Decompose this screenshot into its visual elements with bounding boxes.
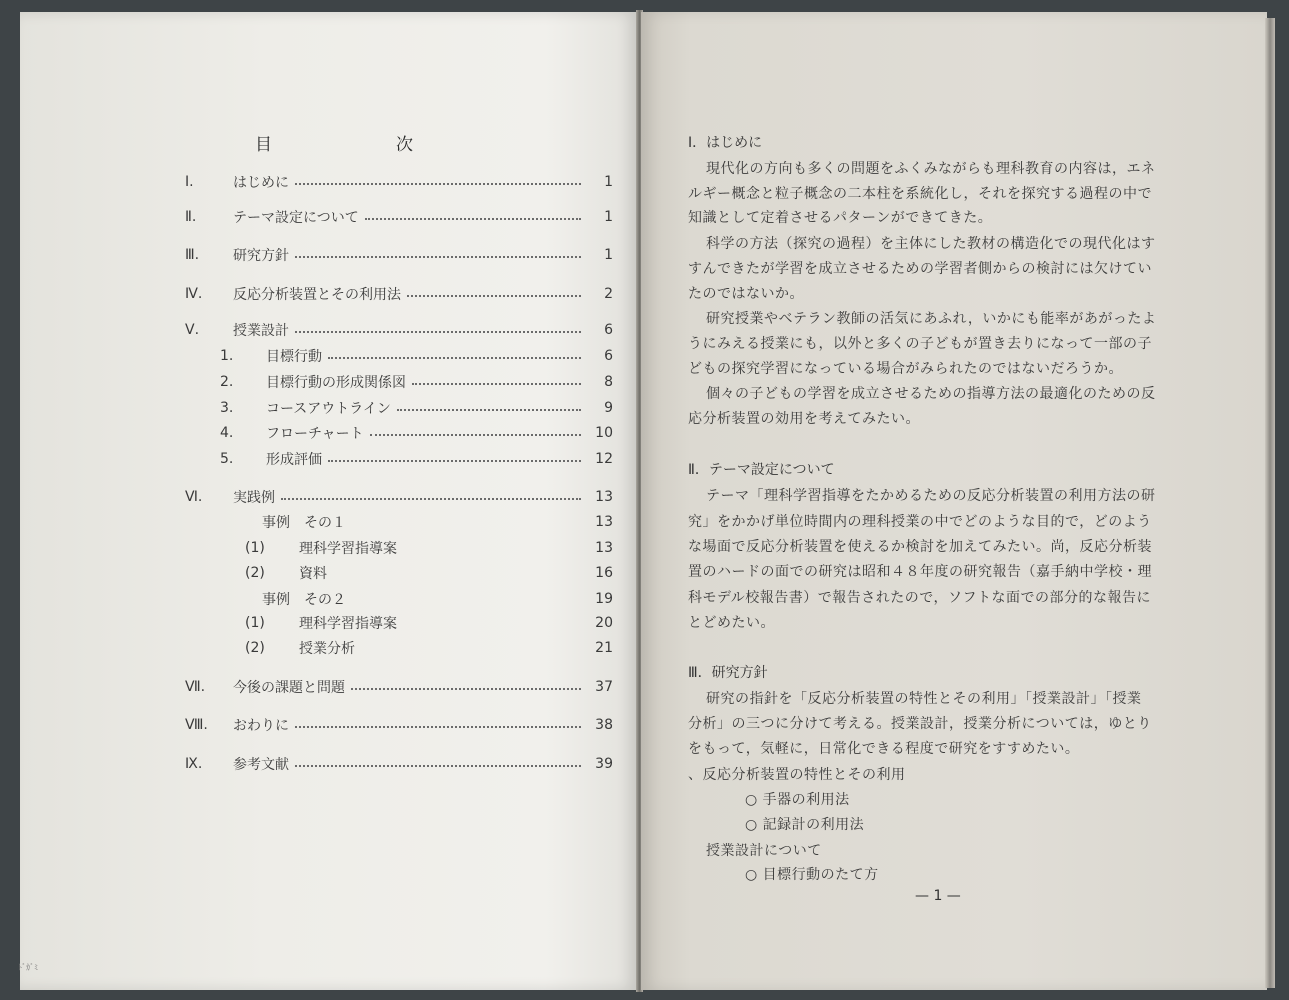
toc-entry-number: 1. <box>220 348 234 364</box>
body-line: 分析」の三つに分けて考える。授業設計，授業分析については，ゆとり <box>688 716 1152 732</box>
toc-entry-label: 参考文献 <box>233 757 289 773</box>
toc-entry-label: はじめに <box>233 175 289 191</box>
toc-entry-label: フローチャート <box>266 426 364 442</box>
body-line: をもって，気軽に，日常化できる程度で研究をすすめたい。 <box>688 741 1080 757</box>
toc-entry <box>185 284 613 304</box>
body-line: すんできたが学習を成立させるための学習者側からの検討には欠けてい <box>688 261 1152 277</box>
toc-leader <box>328 460 581 462</box>
toc-leader <box>407 295 581 297</box>
body-line: どもの探究学習になっている場合がみられたのではないだろうか。 <box>688 361 1123 377</box>
body-line: な場面で反応分析装置を使えるか検討を加えてみたい。尚，反応分析装 <box>688 539 1152 555</box>
toc-leader <box>295 331 581 333</box>
body-line: ○ 目標行動のたて方 <box>745 867 879 883</box>
toc-entry-label: 事例 その１ <box>262 515 346 531</box>
toc-entry-page: 21 <box>595 640 613 656</box>
body-line: 科モデル校報告書）で報告されたので，ソフトな面での部分的な報告に <box>688 590 1152 606</box>
toc-entry-page: 39 <box>595 756 613 772</box>
toc-entry-number: Ⅴ. <box>185 322 200 338</box>
toc-entry-page: 38 <box>595 717 613 733</box>
toc-entry-page: 12 <box>595 451 613 467</box>
toc-entry-number: 3. <box>220 400 234 416</box>
toc-entry <box>220 423 613 443</box>
toc-entry-label: おわりに <box>233 718 289 734</box>
toc-entry-page: 13 <box>595 540 613 556</box>
body-line: 研究授業やベテラン教師の活気にあふれ，いかにも能率があがったよ <box>706 311 1157 327</box>
toc-entry-page: 1 <box>604 174 613 190</box>
toc-leader <box>281 498 581 500</box>
toc-entry-number: Ⅲ. <box>185 247 200 263</box>
body-line: 研究の指針を「反応分析装置の特性とその利用」「授業設計」「授業 <box>706 691 1142 707</box>
toc-leader <box>397 409 581 411</box>
toc-entry-page: 19 <box>595 591 613 607</box>
toc-entry <box>262 589 613 609</box>
toc-entry <box>185 245 613 265</box>
toc-entry-number: Ⅷ. <box>185 717 208 733</box>
toc-entry-number: (2) <box>245 640 265 656</box>
toc-entry-page: 6 <box>604 348 613 364</box>
toc-entry-page: 16 <box>595 565 613 581</box>
toc-entry <box>185 487 613 507</box>
page-edge <box>1265 18 1275 988</box>
body-line: テーマ「理科学習指導をたかめるための反応分析装置の利用方法の研 <box>706 488 1156 504</box>
toc-entry <box>185 172 613 192</box>
section-heading: Ⅱ．テーマ設定について <box>688 462 835 478</box>
toc-entry-label: テーマ設定について <box>233 210 359 226</box>
body-line: とどめたい。 <box>688 615 775 631</box>
toc-entry-label: 形成評価 <box>266 452 322 468</box>
toc-entry <box>220 449 613 469</box>
toc-entry-label: 研究方針 <box>233 248 289 264</box>
body-line: たのではないか。 <box>688 286 804 302</box>
toc-entry-number: Ⅸ. <box>185 756 203 772</box>
toc-entry <box>220 398 613 418</box>
toc-entry-number: 2. <box>220 374 234 390</box>
body-line: 科学の方法（探究の過程）を主体にした教材の構造化での現代化はす <box>706 236 1156 252</box>
toc-entry <box>245 538 613 558</box>
toc-entry-number: Ⅵ. <box>185 489 203 505</box>
toc-entry <box>245 613 613 633</box>
toc-entry <box>185 754 613 774</box>
toc-entry-label: 理科学習指導案 <box>299 541 397 557</box>
body-line: うにみえる授業にも，以外と多くの子どもが置き去りになって一部の子 <box>688 336 1152 352</box>
toc-entry-page: 13 <box>595 514 613 530</box>
toc-entry-number: Ⅶ. <box>185 679 206 695</box>
toc-leader <box>295 256 581 258</box>
toc-leader <box>328 357 581 359</box>
body-line: 現代化の方向も多くの問題をふくみながらも理科教育の内容は，エネ <box>706 161 1156 177</box>
toc-entry-page: 2 <box>604 286 613 302</box>
toc-entry-label: 実践例 <box>233 490 275 506</box>
toc-entry-page: 9 <box>604 400 613 416</box>
body-line: 授業設計について <box>706 843 822 859</box>
toc-entry-number: Ⅰ. <box>185 174 194 190</box>
toc-title-char: 次 <box>396 135 415 155</box>
body-line: 、反応分析装置の特性とその利用 <box>688 767 906 783</box>
toc-leader <box>295 183 581 185</box>
toc-entry-label: 目標行動 <box>266 349 322 365</box>
body-line: 置のハードの面での研究は昭和４８年度の研究報告（嘉手納中学校・理 <box>688 564 1152 580</box>
section-heading: Ⅲ．研究方針 <box>688 665 768 681</box>
toc-entry-number: 5. <box>220 451 234 467</box>
toc-entry-page: 37 <box>595 679 613 695</box>
toc-entry-label: 理科学習指導案 <box>299 616 397 632</box>
toc-entry <box>262 512 613 532</box>
toc-entry-page: 1 <box>604 247 613 263</box>
body-line: ○ 手器の利用法 <box>745 792 850 808</box>
toc-entry-page: 1 <box>604 209 613 225</box>
toc-entry-page: 6 <box>604 322 613 338</box>
body-line: 応分析装置の効用を考えてみたい。 <box>688 411 920 427</box>
toc-entry <box>185 715 613 735</box>
corner-mark: ﾄﾞｶﾞﾐ <box>18 963 38 972</box>
toc-entry-number: (2) <box>245 565 265 581</box>
toc-entry-label: 目標行動の形成関係図 <box>266 375 406 391</box>
toc-entry-label: 今後の課題と問題 <box>233 680 345 696</box>
toc-entry-page: 20 <box>595 615 613 631</box>
toc-entry <box>185 677 613 697</box>
body-line: 究」をかかげ単位時間内の理科授業の中でどのような目的で，どのよう <box>688 514 1152 530</box>
toc-title-char: 目 <box>255 135 274 155</box>
toc-title <box>255 130 415 155</box>
toc-entry-label: 授業設計 <box>233 323 289 339</box>
toc-entry-label: 事例 その２ <box>262 592 346 608</box>
toc-entry-label: 授業分析 <box>299 641 355 657</box>
toc-entry-page: 13 <box>595 489 613 505</box>
toc-entry-label: コースアウトライン <box>266 401 391 417</box>
toc-leader <box>412 383 581 385</box>
toc-entry-number: (1) <box>245 615 265 631</box>
toc-entry <box>185 207 613 227</box>
body-line: 知識として定着させるパターンができてきた。 <box>688 210 993 226</box>
toc-entry-number: Ⅳ. <box>185 286 203 302</box>
body-line: ルギー概念と粒子概念の二本柱を系統化し，それを探究する過程の中で <box>688 186 1152 202</box>
toc-leader <box>370 434 581 436</box>
toc-entry-number: 4. <box>220 425 234 441</box>
toc-entry <box>220 346 613 366</box>
toc-entry-page: 8 <box>604 374 613 390</box>
toc-leader <box>351 688 581 690</box>
toc-entry <box>185 320 613 340</box>
section-heading: Ⅰ．はじめに <box>688 135 763 151</box>
toc-entry-number: Ⅱ. <box>185 209 197 225</box>
toc-entry <box>245 638 613 658</box>
toc-leader <box>295 765 581 767</box>
toc-entry <box>245 563 613 583</box>
toc-entry-label: 反応分析装置とその利用法 <box>233 287 401 303</box>
toc-entry-page: 10 <box>595 425 613 441</box>
body-line: ○ 記録計の利用法 <box>745 817 865 833</box>
body-line: 個々の子どもの学習を成立させるための指導方法の最適化のための反 <box>706 386 1156 402</box>
toc-leader <box>365 218 581 220</box>
toc-leader <box>295 726 581 728</box>
page-number: — 1 — <box>915 888 961 904</box>
toc-entry-label: 資料 <box>299 566 327 582</box>
toc-entry <box>220 372 613 392</box>
toc-entry-number: (1) <box>245 540 265 556</box>
